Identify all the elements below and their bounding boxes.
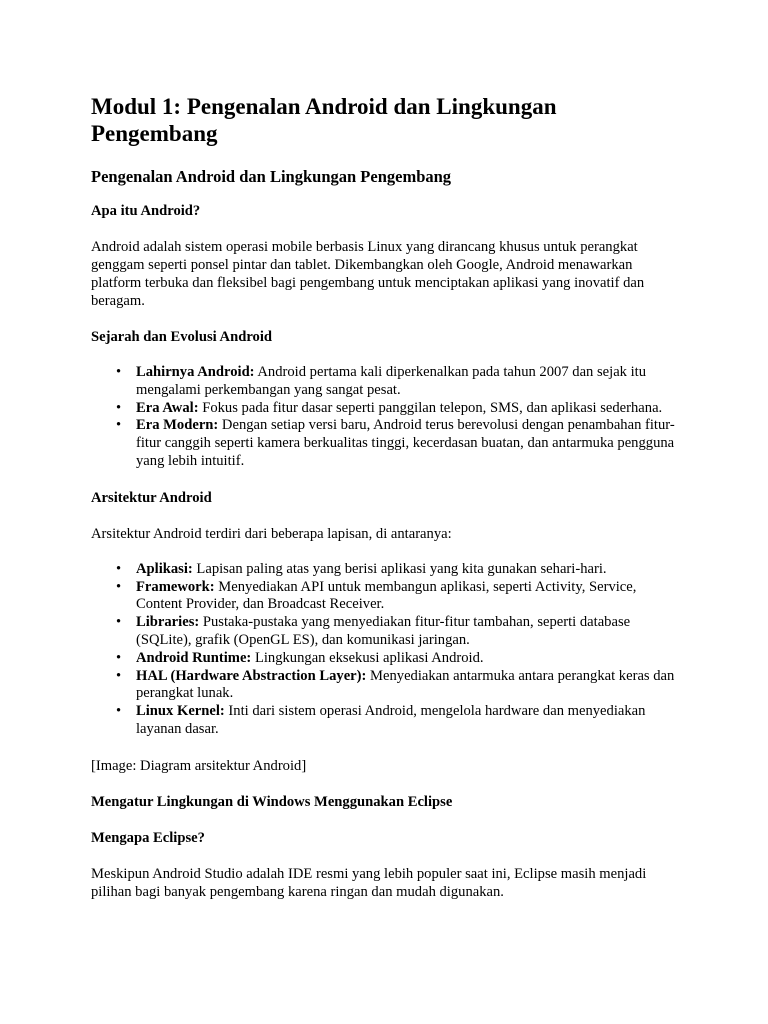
why-eclipse-heading: Mengapa Eclipse?: [91, 829, 205, 846]
list-item-term: HAL (Hardware Abstraction Layer):: [136, 667, 367, 684]
list-item-term: Libraries:: [136, 614, 200, 631]
list-item: [136, 364, 678, 400]
list-item-term: Framework:: [136, 578, 215, 595]
list-item: [136, 703, 678, 739]
list-item: [136, 561, 678, 579]
list-item: [136, 579, 678, 615]
history-heading: Sejarah dan Evolusi Android: [91, 329, 272, 345]
list-item-text: Pustaka-pustaka yang menyediakan fitur-fitur tambahan, seperti database (SQLite), grafik (OpenGL ES), dan komunikasi jaringan.: [136, 614, 631, 648]
eclipse-setup-heading: Mengatur Lingkungan di Windows Menggunakan Eclipse: [91, 793, 453, 810]
list-item-term: Era Modern:: [136, 417, 219, 434]
architecture-heading: Arsitektur Android: [91, 489, 212, 506]
list-item-term: Aplikasi:: [136, 560, 193, 577]
list-item-text: Menyediakan API untuk membangun aplikasi, seperti Activity, Service, Content Provider, dan Broadcast Receiver.: [136, 578, 637, 613]
list-item-term: Era Awal:: [136, 399, 199, 416]
list-item: [136, 614, 678, 650]
list-item-text: Inti dari sistem operasi Android, mengelola hardware dan menyediakan layanan dasar.: [136, 703, 646, 737]
why-eclipse-paragraph: Meskipun Android Studio adalah IDE resmi yang lebih populer saat ini, Eclipse masih menjadi pilihan bagi banyak pengembang karena ringan dan mudah digunakan.: [91, 865, 647, 900]
list-item-text: Menyediakan antarmuka antara perangkat keras dan perangkat lunak.: [136, 667, 675, 702]
list-item-term: Android Runtime:: [136, 649, 252, 666]
image-placeholder-text: [Image: Diagram arsitektur Android]: [91, 757, 307, 774]
architecture-list: [91, 561, 678, 739]
list-item-text: Android pertama kali diperkenalkan pada tahun 2007 dan sejak itu mengalami perkembangan yang sangat pesat.: [136, 364, 647, 398]
list-item: [136, 668, 678, 704]
page-title: Modul 1: Pengenalan Android dan Lingkungan Pengembang: [91, 94, 557, 146]
list-item-text: Fokus pada fitur dasar seperti panggilan telepon, SMS, dan aplikasi sederhana.: [198, 399, 663, 416]
section-title: Pengenalan Android dan Lingkungan Pengembang: [91, 167, 452, 186]
list-item: [136, 417, 678, 470]
what-is-android-paragraph: Android adalah sistem operasi mobile berbasis Linux yang dirancang khusus untuk perangkat genggam seperti ponsel pintar dan tablet. Dikembangkan oleh Google, Android menawarkan platform terbuka dan fleksibel bagi pengembang untuk menciptakan aplikasi yang inovatif dan beragam.: [91, 239, 645, 309]
list-item: [136, 650, 678, 668]
list-item: [136, 400, 678, 418]
list-item-text: Lingkungan eksekusi aplikasi Android.: [251, 649, 484, 666]
list-item-text: Lapisan paling atas yang berisi aplikasi yang kita gunakan sehari-hari.: [192, 560, 607, 577]
list-item-term: Lahirnya Android:: [136, 364, 255, 380]
list-item-term: Linux Kernel:: [136, 703, 225, 720]
architecture-intro: Arsitektur Android terdiri dari beberapa lapisan, di antaranya:: [91, 525, 452, 542]
what-is-android-heading: Apa itu Android?: [91, 203, 201, 219]
list-item-text: Dengan setiap versi baru, Android terus berevolusi dengan penambahan fitur-fitur canggih seperti kamera berkualitas tinggi, kecerdasan buatan, dan antarmuka pengguna yang lebih intuitif.: [136, 417, 675, 469]
history-list: [91, 364, 678, 471]
